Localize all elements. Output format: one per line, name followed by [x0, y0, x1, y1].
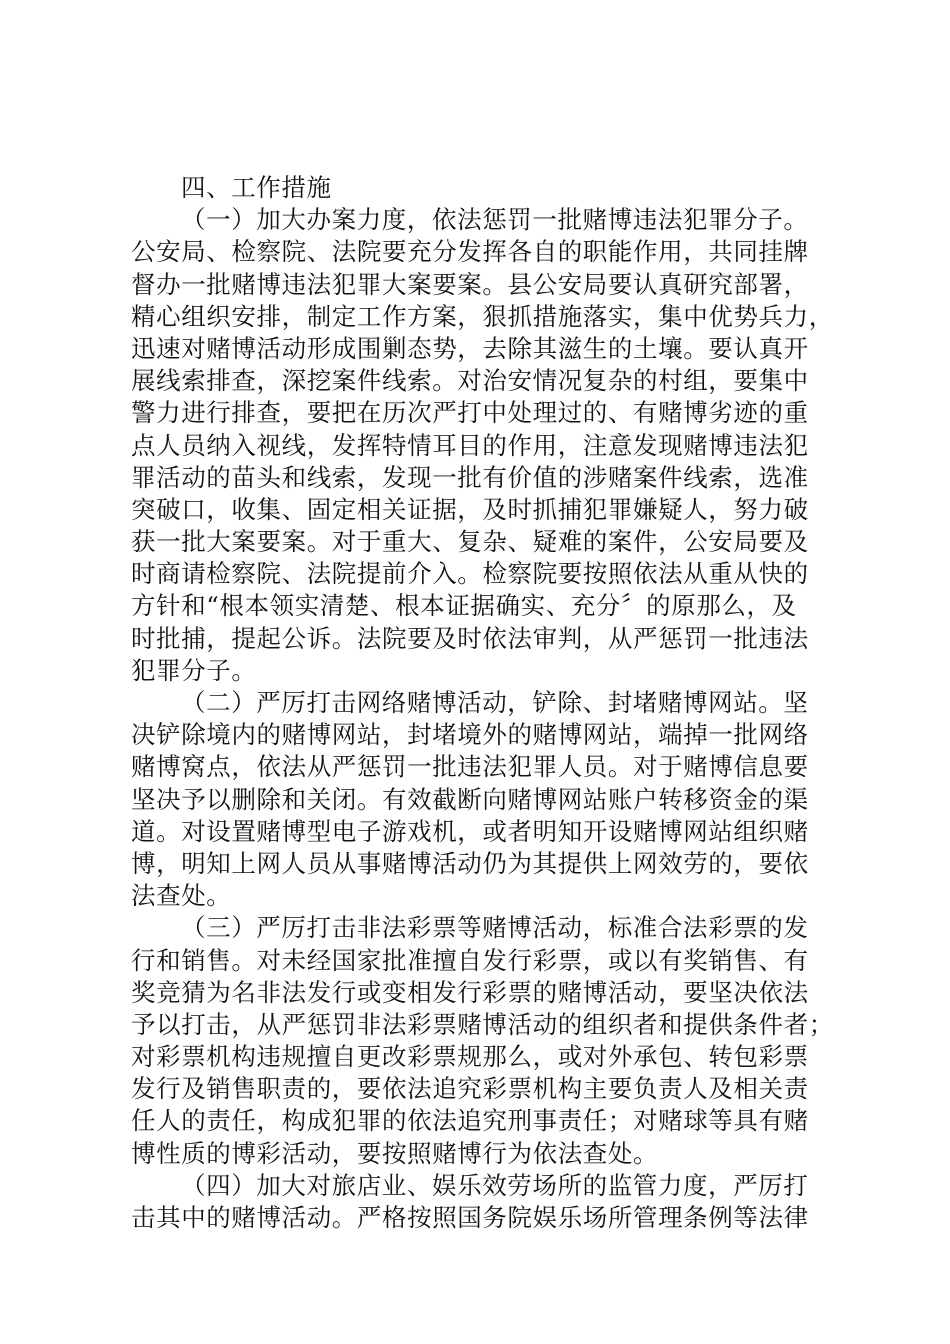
- paragraph-4: [131, 1170, 821, 1234]
- paragraph-line: 发行及销售职责的，要依法追究彩票机构主要负责人及相关责: [131, 1074, 809, 1104]
- paragraph-line: 公安局、检察院、法院要充分发挥各自的职能作用，共同挂牌: [131, 237, 809, 267]
- paragraph-line: 击其中的赌博活动。严格按照国务院娱乐场所管理条例等法律: [131, 1203, 809, 1232]
- paragraph-line: 行和销售。对未经国家批准擅自发行彩票，或以有奖销售、有: [131, 945, 809, 975]
- paragraph-line: 法查处。: [131, 881, 232, 911]
- paragraph-line: 道。对设置赌博型电子游戏机，或者明知开设赌博网站组织赌: [131, 816, 809, 846]
- paragraph-1: [131, 204, 834, 687]
- paragraph-line: 突破口，收集、固定相关证据，及时抓捕犯罪嫌疑人，努力破: [131, 494, 809, 524]
- paragraph-line: 奖竞猜为名非法发行或变相发行彩票的赌博活动，要坚决依法: [131, 977, 809, 1007]
- paragraph-line: 警力进行排查，要把在历次严打中处理过的、有赌博劣迹的重: [131, 398, 809, 428]
- paragraph-line: 坚决予以删除和关闭。有效截断向赌博网站账户转移资金的渠: [131, 784, 809, 814]
- paragraph-line: 任人的责任，构成犯罪的依法追究刑事责任；对赌球等具有赌: [131, 1106, 809, 1136]
- paragraph-line: 时商请检察院、法院提前介入。检察院要按照依法从重从快的: [131, 559, 809, 589]
- paragraph-line: 决铲除境内的赌博网站，封堵境外的赌博网站，端掉一批网络: [131, 720, 809, 750]
- document-body: [131, 172, 834, 1234]
- paragraph-line: 对彩票机构违规擅自更改彩票规那么，或对外承包、转包彩票: [131, 1042, 809, 1072]
- paragraph-line: （四）加大对旅店业、娱乐效劳场所的监管力度，严厉打: [181, 1170, 809, 1200]
- paragraph-line: （三）严厉打击非法彩票等赌博活动，标准合法彩票的发: [181, 913, 809, 943]
- paragraph-line: （二）严厉打击网络赌博活动，铲除、封堵赌博网站。坚: [181, 688, 809, 717]
- section-heading: 四、工作措施: [181, 173, 332, 202]
- paragraph-line: （一）加大办案力度，依法惩罚一批赌博违法犯罪分子。: [181, 205, 809, 235]
- paragraph-line: 赌博窝点，依法从严惩罚一批违法犯罪人员。对于赌博信息要: [131, 752, 809, 782]
- paragraph-line: 博，明知上网人员从事赌博活动仍为其提供上网效劳的，要依: [131, 848, 809, 878]
- paragraph-line: 博性质的博彩活动，要按照赌博行为依法查处。: [131, 1138, 659, 1168]
- paragraph-line: 展线索排查，深挖案件线索。对治安情况复杂的村组，要集中: [131, 366, 809, 396]
- paragraph-line: 方针和“根本领实清楚、根本证据确实、充分〞的原那么，及: [131, 591, 797, 621]
- paragraph-line: 迅速对赌博活动形成围剿态势，去除其滋生的土壤。要认真开: [131, 333, 809, 363]
- paragraph-line: 精心组织安排，制定工作方案，狠抓措施落实，集中优势兵力，: [131, 301, 834, 331]
- paragraph-line: 予以打击，从严惩罚非法彩票赌博活动的组织者和提供条件者；: [131, 1009, 834, 1039]
- paragraph-line: 督办一批赌博违法犯罪大案要案。县公安局要认真研究部署，: [131, 269, 809, 299]
- paragraph-line: 获一批大案要案。对于重大、复杂、疑难的案件，公安局要及: [131, 527, 809, 557]
- paragraph-line: 犯罪分子。: [131, 655, 257, 685]
- paragraph-line: 点人员纳入视线，发挥特情耳目的作用，注意发现赌博违法犯: [131, 430, 809, 460]
- paragraph-2: [131, 687, 821, 912]
- paragraph-3: [131, 912, 834, 1170]
- paragraph-line: 时批捕，提起公诉。法院要及时依法审判，从严惩罚一批违法: [131, 623, 809, 653]
- paragraph-line: 罪活动的苗头和线索，发现一批有价值的涉赌案件线索，选准: [131, 462, 809, 492]
